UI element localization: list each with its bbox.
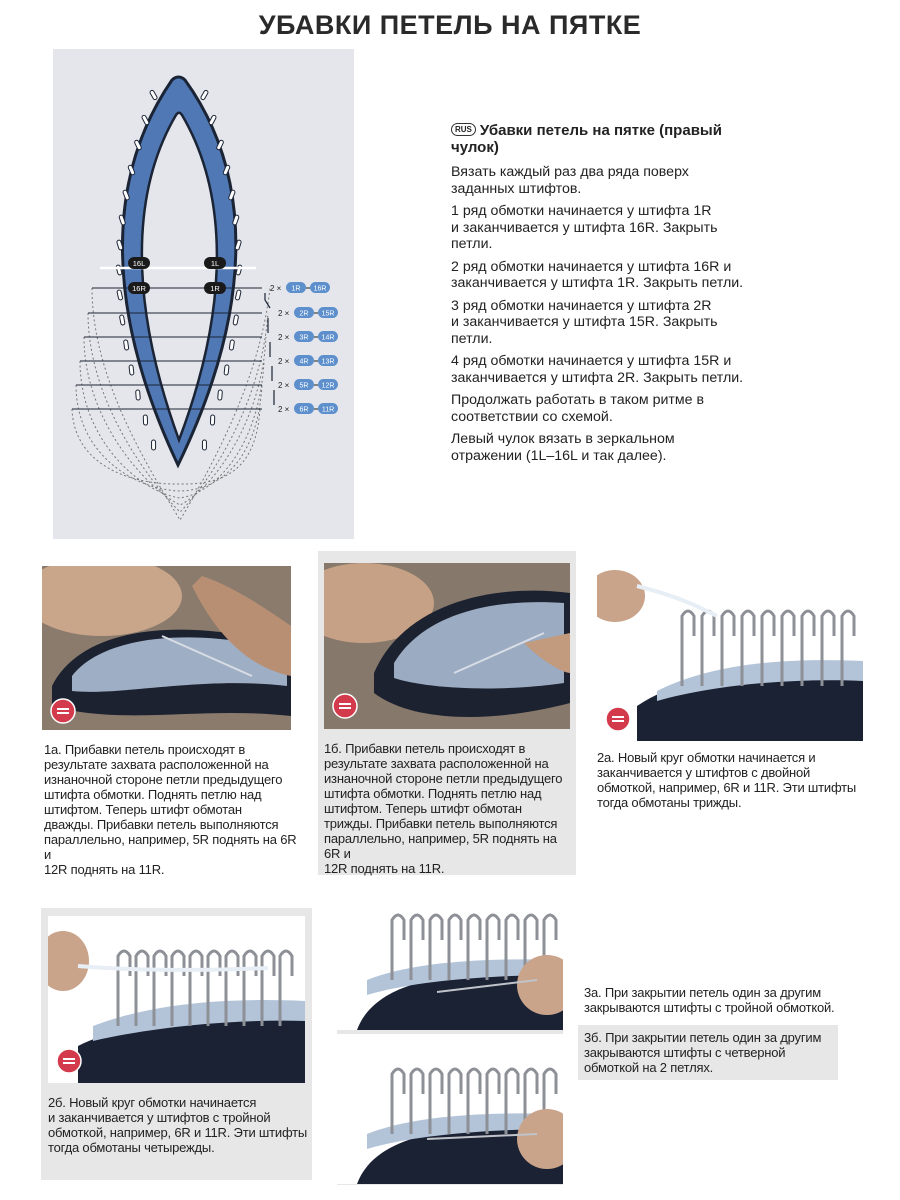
page-title: УБАВКИ ПЕТЕЛЬ НА ПЯТКЕ [258, 10, 642, 40]
caption-line: 12R поднять на 11R. [324, 861, 445, 876]
instructions-block [451, 122, 751, 470]
photo-1a-image [42, 566, 291, 730]
caption-line: закрываются штифты с тройной обмоткой. [584, 1000, 835, 1015]
pin-badge-label: 13R [321, 358, 335, 366]
loom-pin [229, 340, 234, 350]
pin-badge-label: 14R [321, 334, 335, 342]
caption-line: 1а. Прибавки петель происходят в [44, 742, 246, 757]
row-arrows [265, 293, 274, 405]
loom-pin [200, 90, 208, 101]
loom-pin [116, 265, 122, 276]
caption-1a [44, 742, 299, 877]
caption-line: штифта обмотки. Поднять петлю над [44, 787, 262, 802]
photo-3a [337, 880, 563, 1030]
photo-3a-image [337, 880, 563, 1030]
caption-line: 3б. При закрытии петель один за другим [584, 1030, 822, 1045]
pin-badge-label: 15R [321, 310, 335, 318]
loom-pin [202, 440, 206, 450]
caption-line: трижды. Прибавки петель выполняются [324, 816, 558, 831]
caption-line: изнаночной стороне петли предыдущего [324, 771, 563, 786]
repeat-multiplier: 2 × [278, 405, 290, 414]
caption-line: параллельно, например, 5R поднять на 6R и [44, 832, 297, 862]
caption-line: 1б. Прибавки петель происходят в [324, 741, 526, 756]
caption-2a [597, 750, 867, 810]
caption-line: закрываются штифты с четверной [584, 1045, 786, 1060]
repeat-multiplier: 2 × [278, 333, 290, 342]
pin-badge-label: 11R [321, 406, 335, 414]
label-16l: 16L [132, 259, 146, 268]
heading-line-2: чулок) [451, 139, 499, 156]
instruction-line: Левый чулок вязать в зеркальном [451, 431, 675, 447]
instruction-line: заканчивается у штифта 1R. Закрыть петли. [451, 275, 744, 291]
instruction-line: 3 ряд обмотки начинается у штифта 2R [451, 297, 712, 314]
caption-line: обмоткой, например, 6R и 11R. Эти штифты [48, 1125, 308, 1140]
caption-line: заканчивается у штифтов с двойной [597, 765, 811, 780]
no-entry-icon [605, 706, 631, 732]
no-entry-icon [332, 693, 358, 719]
instruction-paragraph [451, 164, 751, 197]
caption-line: результате захвата расположенной на [44, 757, 269, 772]
photo-1b [324, 563, 570, 729]
loom-pin [235, 290, 241, 301]
instruction-paragraph [451, 203, 751, 253]
no-entry-icon [50, 698, 76, 724]
caption-line: 2а. Новый круг обмотки начинается и [597, 750, 816, 765]
repeat-multiplier: 2 × [278, 309, 290, 318]
photo-1a [42, 566, 291, 730]
pin-badge-label: 16R [313, 285, 327, 293]
caption-line: параллельно, например, 5R поднять на 6R и [324, 831, 557, 861]
label-1r: 1R [210, 284, 220, 293]
photo-2b [48, 916, 305, 1083]
caption-line: результате захвата расположенной на [324, 756, 549, 771]
caption-line: 2б. Новый круг обмотки начинается [48, 1095, 257, 1110]
loom-pin [152, 440, 156, 450]
loom-pin [143, 415, 147, 425]
repeat-multiplier: 2 × [278, 357, 290, 366]
loom-pin [224, 365, 229, 375]
caption-line: и заканчивается у штифтов с тройной [48, 1110, 271, 1125]
instruction-paragraph [451, 392, 751, 425]
caption-line: обмоткой, например, 6R и 11R. Эти штифты [597, 780, 857, 795]
instruction-line: Продолжать работать в таком ритме в [451, 392, 705, 408]
loom-pin [218, 390, 223, 400]
instruction-paragraph [451, 431, 751, 464]
pin-badge-label: 3R [299, 334, 309, 342]
caption-line: 3а. При закрытии петель один за другим [584, 985, 821, 1000]
loom-diagram-svg [0, 0, 900, 560]
caption-3b [584, 1030, 838, 1075]
loom-pin [117, 290, 123, 301]
caption-line: тогда обмотаны четырежды. [48, 1140, 215, 1155]
loom-pin [119, 315, 125, 326]
caption-line: штифта обмотки. Поднять петлю над [324, 786, 542, 801]
instruction-line: петли. [451, 330, 493, 347]
caption-line: штифтом. Теперь штифт обмотан [324, 801, 522, 816]
instruction-paragraph [451, 298, 751, 348]
photo-2a-image [597, 566, 863, 741]
caption-line: 12R поднять на 11R. [44, 862, 165, 877]
caption-line: тогда обмотаны трижды. [597, 795, 742, 810]
instruction-line: и заканчивается у штифта 15R. Закрыть [451, 314, 718, 330]
instruction-line: соответствии со схемой. [451, 408, 613, 425]
pin-badge-label: 4R [299, 358, 309, 366]
photo-3b-image [337, 1034, 563, 1184]
caption-line: изнаночной стороне петли предыдущего [44, 772, 283, 787]
instruction-line: 2 ряд обмотки начинается у штифта 16R и [451, 258, 732, 275]
instruction-line: Вязать каждый раз два ряда поверх [451, 164, 689, 180]
loom-pin [136, 390, 141, 400]
pin-badge-label: 12R [321, 382, 335, 390]
instruction-line: и заканчивается у штифта 16R. Закрыть [451, 219, 718, 236]
loom-pin [123, 340, 128, 350]
caption-1b [324, 741, 576, 876]
loom-pin [149, 90, 157, 101]
instruction-line: заканчивается у штифта 2R. Закрыть петли. [451, 369, 744, 386]
photo-1b-image [324, 563, 570, 729]
instructions-heading [451, 122, 751, 156]
instruction-line: заданных штифтов. [451, 180, 582, 197]
pin-badge-label: 6R [299, 406, 309, 414]
instruction-line: петли. [451, 236, 493, 252]
label-1l: 1L [210, 259, 220, 268]
instruction-paragraph [451, 353, 751, 386]
photo-2b-image [48, 916, 305, 1083]
pin-badge-label: 2R [299, 310, 309, 318]
label-16r: 16R [132, 284, 146, 293]
caption-3a [584, 985, 844, 1015]
caption-line: штифтом. Теперь штифт обмотан [44, 802, 242, 817]
pin-badge-label: 1R [291, 285, 301, 293]
heading-line-1: Убавки петель на пятке (правый [479, 122, 722, 139]
instruction-paragraph [451, 259, 751, 292]
pin-badge-label: 5R [299, 382, 309, 390]
caption-2b [48, 1095, 310, 1155]
photo-2a [597, 566, 863, 741]
photo-3b [337, 1034, 563, 1184]
repeat-labels [270, 282, 338, 414]
no-entry-icon [56, 1048, 82, 1074]
lang-badge: RUS [451, 123, 476, 136]
loom-pin [210, 415, 214, 425]
repeat-multiplier: 2 × [278, 381, 290, 390]
loom-pin [129, 365, 134, 375]
repeat-multiplier: 2 × [270, 284, 282, 293]
caption-line: обмоткой на 2 петлях. [584, 1060, 714, 1075]
instruction-line: 4 ряд обмотки начинается у штифта 15R и [451, 353, 732, 369]
caption-line: дважды. Прибавки петель выполняются [44, 817, 279, 832]
instruction-line: 1 ряд обмотки начинается у штифта 1R [451, 203, 712, 219]
loom-pin [233, 315, 239, 326]
instruction-line: отражении (1L–16L и так далее). [451, 447, 667, 464]
